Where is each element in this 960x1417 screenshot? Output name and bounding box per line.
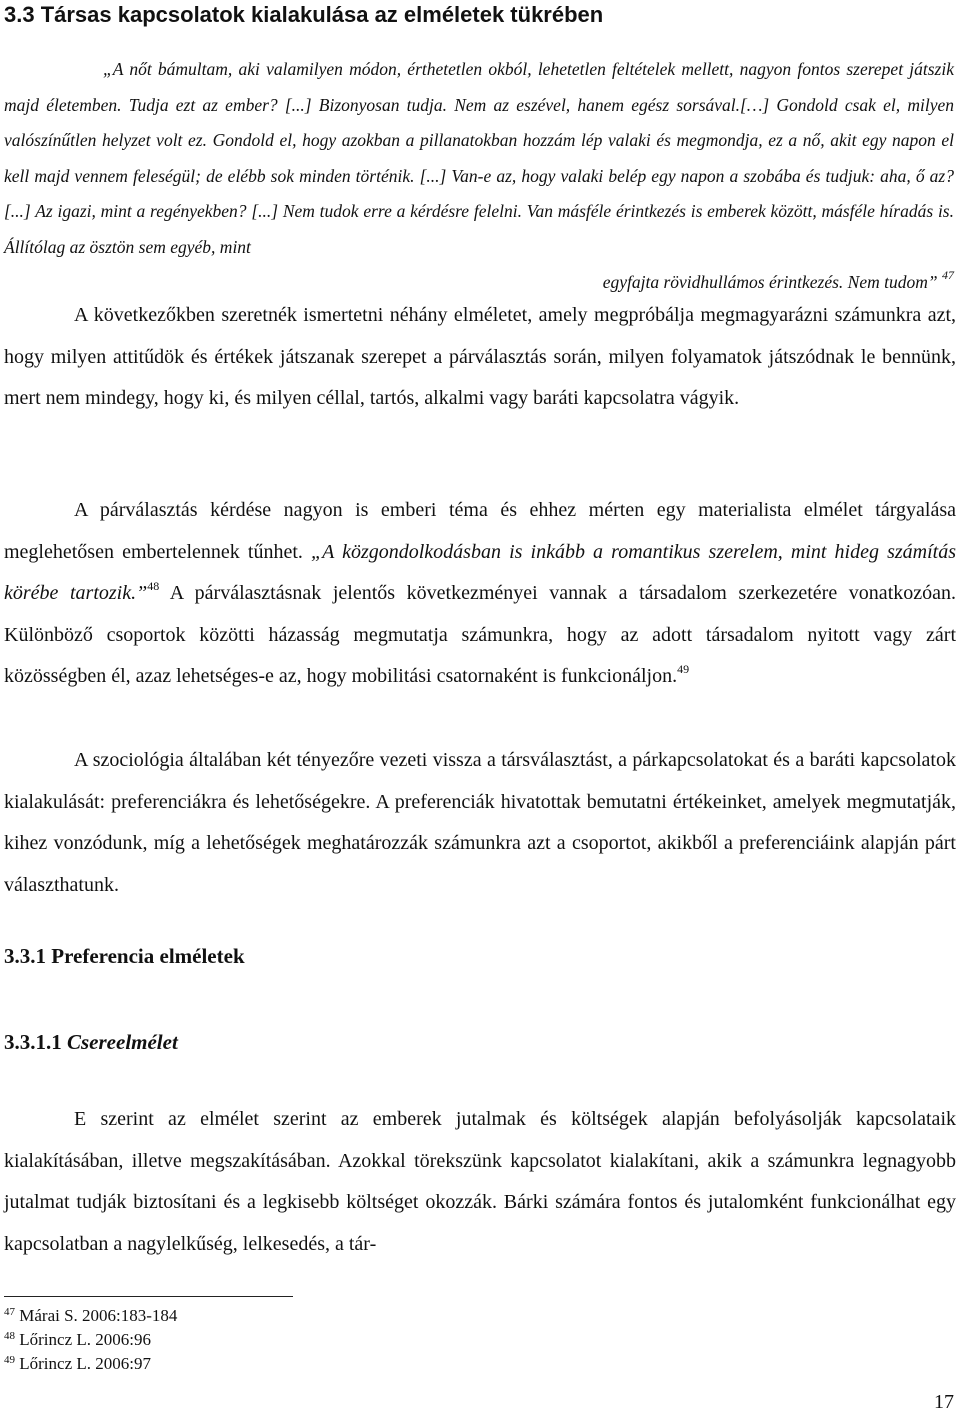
paragraph-exchange-theory: E szerint az elmélet szerint az emberek jutalmak és költségek alapján befolyásolják kapcsolataik kialakításában, illetve megszakításában. Azokkal törekszünk kapcsolatot kialakítani, akik a számunkra legnagyobb jutalmat tudják biztosítani és a legkisebb költséget okozzák. Bárki számára fontos és jutalomként funkcionálhat egy kapcsolatban a nagylelkűség, lelkesedés, a tár- xyxy=(4,1108,956,1255)
footnote-ref-48[interactable]: 48 xyxy=(147,579,160,593)
quote-text: „A nőt bámultam, aki valamilyen módon, érthetetlen okból, lehetetlen feltételek mellett, nagyon fontos szerepet játszik majd életemben. Tudja ezt az ember? [...] Bizonyosan tudja. Nem az eszével, hanem egész sorsával.[…] Gondold csak el, milyen valószínűtlen helyzet volt ez. Gondold el, hogy azokban a pillanatokban hozzám lép valaki és megmondja, ez a nő, akit egy napon el kell majd vennem feleségül; de elébb sok minden történik. [...] Van-e az, hogy valaki belép egy napon a szobába és tudjuk: aha, ő az? [...] Az igazi, mint a regényekben? [...] Nem tudok erre a kérdésre felelni. Van másféle érintkezés is emberek között, másféle híradás is. Állítólag az ösztön sem egyéb, mint xyxy=(4,59,954,257)
heading-3-3-1-1 xyxy=(4,1028,178,1056)
epigraph-quote xyxy=(4,52,954,301)
inline-quote: „A közgondolkodásban is inkább a romantikus szerelem, mint hideg számítás körébe tartozik.” xyxy=(4,540,956,604)
footnote-48 xyxy=(4,1329,151,1351)
paragraph-partner-choice-text-a: A párválasztás kérdése nagyon is emberi téma és ehhez mérten egy materialista elmélet tárgyalása meglehetősen embertelennek tűnhet. xyxy=(4,499,956,563)
footnote-49 xyxy=(4,1353,151,1375)
heading-3-3-1-1-number: 3.3.1.1 xyxy=(4,1030,67,1054)
footnote-number: 47 xyxy=(4,1306,15,1318)
section-title: 3.3 Társas kapcsolatok kialakulása az elméletek tükrében xyxy=(4,2,604,27)
heading-3-3-1: 3.3.1 Preferencia elméletek xyxy=(4,944,245,968)
footnote-divider xyxy=(4,1296,293,1297)
page-number: 17 xyxy=(934,1391,954,1413)
footnote-text: Lőrincz L. 2006:97 xyxy=(15,1354,151,1373)
heading-3-3-1-1-title: Csereelmélet xyxy=(67,1030,178,1054)
footnote-text: Lőrincz L. 2006:96 xyxy=(15,1330,151,1349)
footnote-text: Márai S. 2006:183-184 xyxy=(15,1306,178,1325)
footnote-ref-47[interactable]: 47 xyxy=(942,268,954,282)
footnote-47 xyxy=(4,1305,177,1327)
paragraph-intro: A következőkben szeretnék ismertetni néhány elméletet, amely megpróbálja megmagyarázni számunkra azt, hogy milyen attitűdök és értékek játszanak szerepet a párválasztás során, milyen folyamatok játszódnak le bennünk, mert nem mindegy, hogy ki, és milyen céllal, tartós, alkalmi vagy baráti kapcsolatra vágyik. xyxy=(4,304,956,409)
paragraph-sociology: A szociológia általában két tényezőre vezeti vissza a társválasztást, a párkapcsolatokat és a baráti kapcsolatok kialakulását: preferenciákra és lehetőségekre. A preferenciák hivatottak bemutatni értékeinket, amelyek megmutatják, kihez vonzódunk, míg a lehetőségek meghatározzák számunkra azt a csoportot, akikből a preferenciáink alapján párt választhatunk. xyxy=(4,749,956,896)
paragraph-partner-choice-text-b: A párválasztásnak jelentős következményei vannak a társadalom szerkezetére vonatkozóan. Különböző csoportok közötti házasság megmutatja számunkra, hogy az adott társadalom nyitott vagy zárt közösségben él, azaz lehetséges-e az, hogy mobilitási csatornaként is funkcionáljon. xyxy=(4,582,956,687)
footnote-number: 48 xyxy=(4,1330,15,1342)
footnote-number: 49 xyxy=(4,1354,15,1366)
quote-last-line-text: egyfajta rövidhullámos érintkezés. Nem tudom” xyxy=(602,272,938,292)
footnote-ref-49[interactable]: 49 xyxy=(677,662,690,676)
paragraph-partner-choice xyxy=(4,490,956,698)
